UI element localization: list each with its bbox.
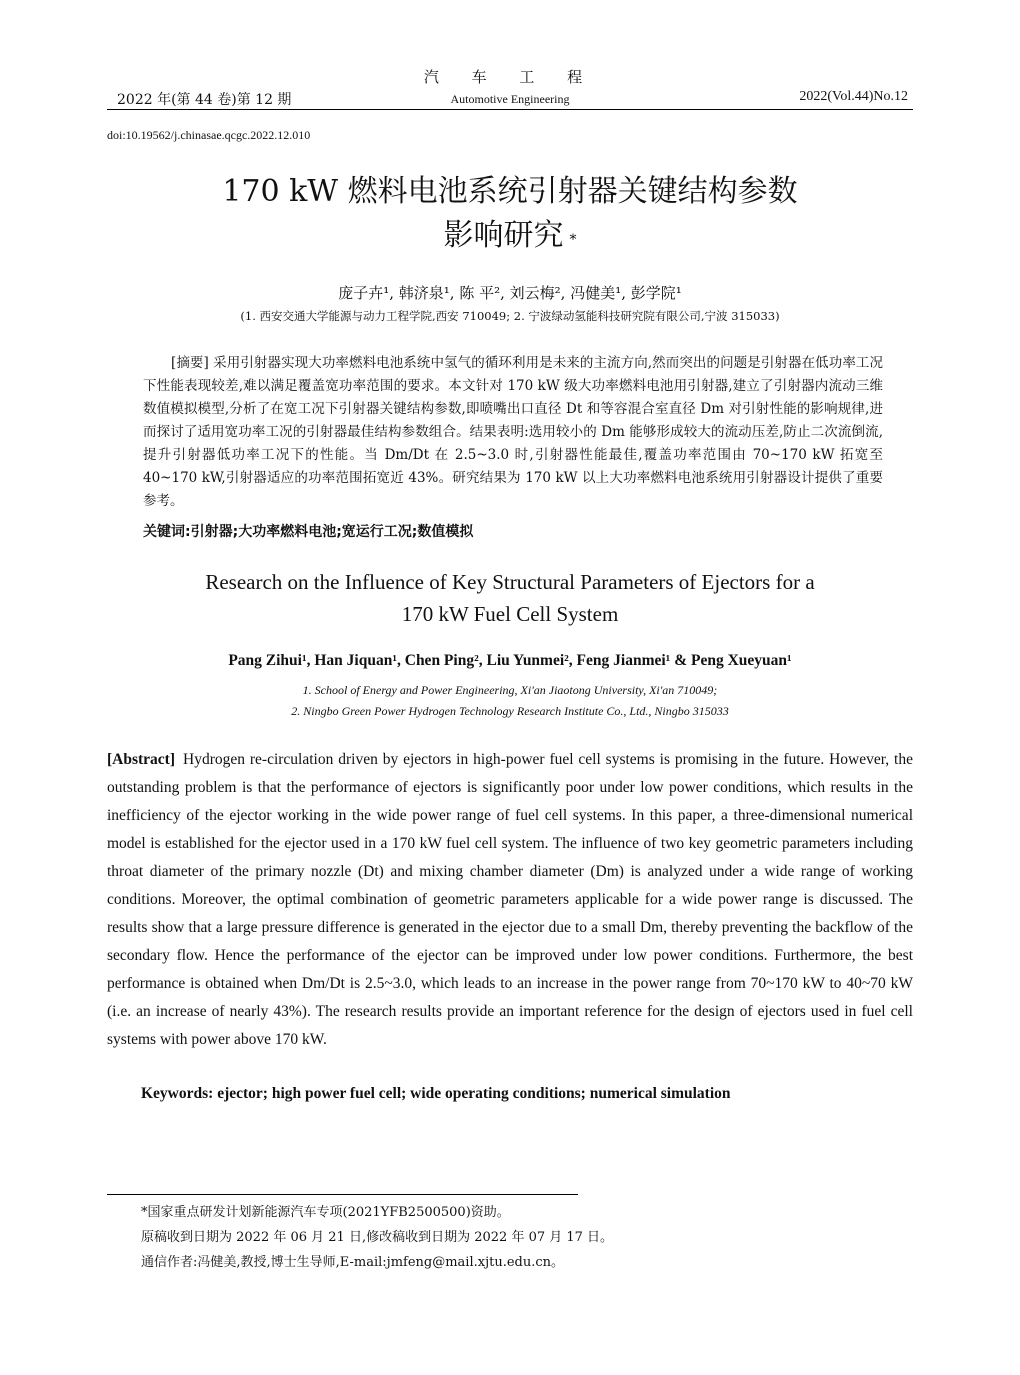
affiliation-en [0, 680, 1020, 722]
journal-title-en: Automotive Engineering [450, 92, 570, 106]
title-cn-line2-text: 影响研究 [443, 218, 564, 253]
title-footnote-mark: * [569, 232, 577, 248]
footnote-rule [107, 1194, 578, 1195]
journal-title-cn: 汽 车 工 程 [423, 68, 597, 86]
doi: doi:10.19562/j.chinasae.qcgc.2022.12.010 [107, 128, 311, 142]
title-cn-line2 [0, 214, 1020, 258]
footnote-corresponding: 通信作者:冯健美,教授,博士生导师,E-mail:jmfeng@mail.xjtu.edu.cn。 [141, 1255, 565, 1270]
title-en-line2: 170 kW Fuel Cell System [401, 602, 619, 626]
paper-title-en [0, 566, 1020, 630]
abstract-en-label: [Abstract] [107, 751, 176, 768]
affiliation-en-line1: 1. School of Energy and Power Engineering, Xi'an Jiaotong University, Xi'an 710049; [302, 683, 718, 697]
footnote-dates: 原稿收到日期为 2022 年 06 月 21 日,修改稿收到日期为 2022 年 07 月 17 日。 [141, 1230, 614, 1245]
header-rule [107, 109, 913, 110]
title-en-line1: Research on the Influence of Key Structural Parameters of Ejectors for a [205, 570, 815, 594]
affiliation-cn: (1. 西安交通大学能源与动力工程学院,西安 710049; 2. 宁波绿动氢能科技研究院有限公司,宁波 315033) [240, 309, 780, 323]
authors-en: Pang Zihui¹, Han Jiquan¹, Chen Ping², Liu Yunmei², Feng Jianmei¹ & Peng Xueyuan¹ [228, 652, 792, 669]
title-cn-line1: 170 kW 燃料电池系统引射器关键结构参数 [222, 174, 798, 209]
abstract-en [107, 746, 913, 1054]
keywords-en: Keywords: ejector; high power fuel cell; wide operating conditions; numerical simulation [141, 1085, 731, 1102]
keywords-cn: 关键词:引射器;大功率燃料电池;宽运行工况;数值模拟 [143, 524, 474, 540]
authors-cn: 庞子卉¹, 韩济泉¹, 陈 平², 刘云梅², 冯健美¹, 彭学院¹ [338, 284, 682, 302]
footnote-fund: *国家重点研发计划新能源汽车专项(2021YFB2500500)资助。 [141, 1205, 510, 1220]
paper-title-cn [0, 170, 1020, 258]
abstract-cn: [摘要] 采用引射器实现大功率燃料电池系统中氢气的循环利用是未来的主流方向,然而突出的问题是引射器在低功率工况下性能表现较差,难以满足覆盖宽功率范围的要求。本文针对 170 kW 级大功率燃料电池用引射器,建立了引射器内流动三维数值模拟模型,分析了在宽工况下引射器关键结构参数,即喷嘴出口直径 Dt 和等容混合室直径 Dm 对引射性能的影响规律,进而探讨了适用宽功率工况的引射器最佳结构参数组合。结果表明:选用较小的 Dm 能够形成较大的流动压差,防止二次流倒流,提升引射器低功率工况下的性能。当 Dm/Dt 在 2.5~3.0 时,引射器性能最佳,覆盖功率范围由 70~170 kW 拓宽至 40~170 kW,引射器适应的功率范围拓宽近 43%。研究结果为 170 kW 以上大功率燃料电池系统用引射器设计提供了重要参考。 [143, 355, 883, 509]
issue-cn: 2022 年(第 44 卷)第 12 期 [117, 92, 292, 108]
abstract-en-text: Hydrogen re-circulation driven by ejectors in high-power fuel cell systems is promising in the future. However, the outstanding problem is that the performance of ejectors is significantly poor under low power conditions, which results in the inefficiency of the ejector working in the wide power range of fuel cell systems. In this paper, a three-dimensional numerical model is established for the ejector used in a 170 kW fuel cell system. The influence of two key geometric parameters including throat diameter of the primary nozzle (Dt) and mixing chamber diameter (Dm) is analyzed under a wide range of working conditions. Moreover, the optimal combination of geometric parameters applicable for a wide power range is discussed. The results show that a large pressure difference is generated in the ejector due to a small Dm, thereby preventing the backflow of the secondary flow. Hence the performance of the ejector can be improved under low power conditions. Furthermore, the best performance is obtained when Dm/Dt is 2.5~3.0, which leads to an increase in the power range from 70~170 kW to 40~70 kW (i.e. an increase of nearly 43%). The research results provide an important reference for the design of ejectors used in fuel cell systems with power above 170 kW. [107, 751, 913, 1048]
issue-en: 2022(Vol.44)No.12 [799, 89, 908, 104]
affiliation-en-line2: 2. Ningbo Green Power Hydrogen Technology Research Institute Co., Ltd., Ningbo 315033 [291, 704, 729, 718]
